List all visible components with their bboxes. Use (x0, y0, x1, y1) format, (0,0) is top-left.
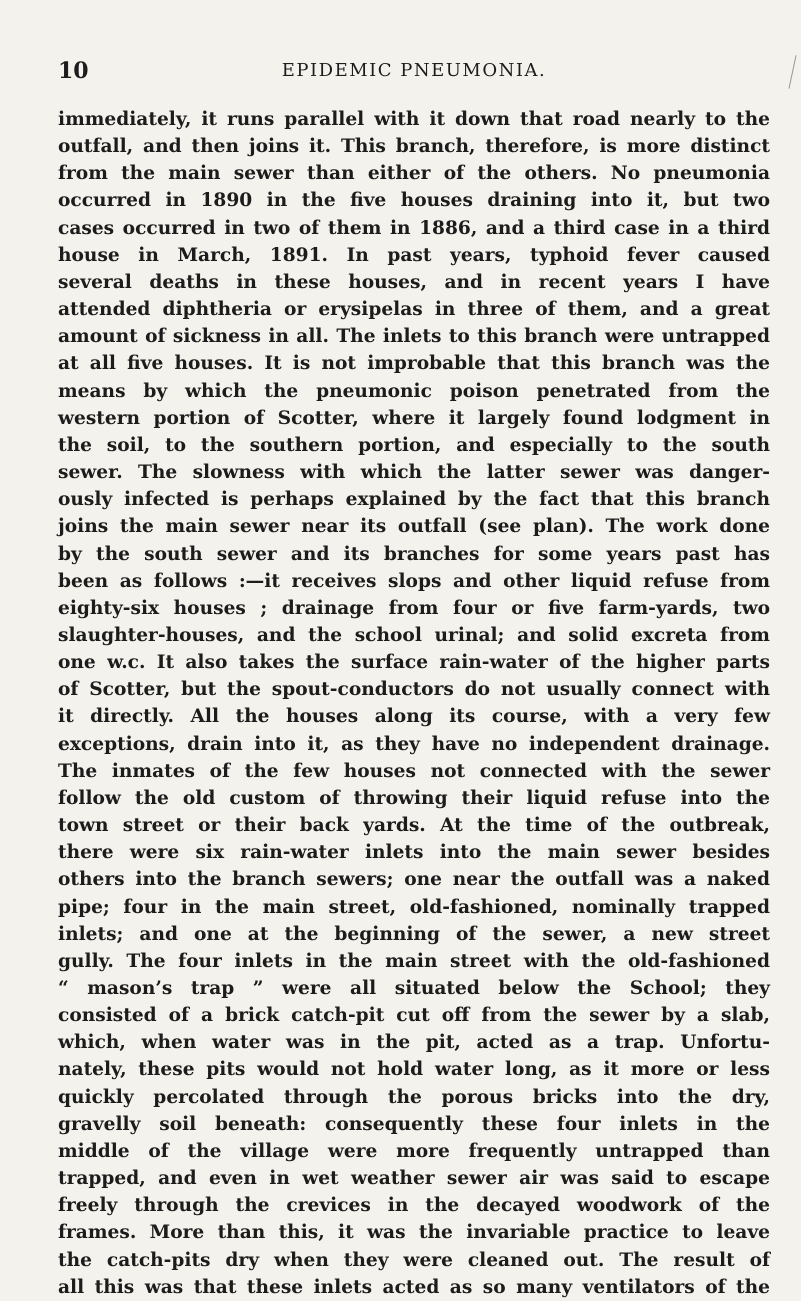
text-line: outfall, and then joins it. This branch, therefore, is more distinct (58, 136, 770, 158)
text-line: by the south sewer and its branches for some years past has (58, 543, 770, 565)
text-line: nately, these pits would not hold water long, as it more or less (58, 1059, 770, 1081)
text-line: it directly. All the houses along its course, with a very few (58, 706, 770, 728)
text-line: the catch-pits dry when they were cleaned out. The result of (58, 1249, 770, 1271)
body-paragraph (58, 106, 770, 1301)
text-line: “ mason’s trap ” were all situated below the School; they (58, 978, 770, 999)
page-edge-mark (788, 55, 796, 88)
text-line: trapped, and even in wet weather sewer air was said to escape (58, 1168, 770, 1190)
running-head: EPIDEMIC PNEUMONIA. (281, 60, 547, 81)
text-line: there were six rain-water inlets into the main sewer besides (58, 842, 770, 864)
text-line: been as follows :—it receives slops and other liquid refuse from (58, 570, 770, 592)
text-line: slaughter-houses, and the school urinal; and solid excreta from (58, 624, 770, 646)
text-line: exceptions, drain into it, as they have no independent drainage. (58, 733, 770, 755)
text-line: all this was that these inlets acted as so many ventilators of the (58, 1276, 770, 1298)
text-line: at all five houses. It is not improbable that this branch was the (58, 353, 770, 375)
text-line: amount of sickness in all. The inlets to this branch were untrapped (58, 326, 770, 348)
page-number: 10 (58, 58, 89, 84)
text-line: cases occurred in two of them in 1886, and a third case in a third (58, 217, 770, 239)
text-line: eighty-six houses ; drainage from four or five farm-yards, two (58, 597, 770, 619)
text-line: house in March, 1891. In past years, typhoid fever caused (58, 244, 770, 266)
text-line: from the main sewer than either of the others. No pneumonia (58, 163, 770, 185)
text-line: immediately, it runs parallel with it down that road nearly to the (58, 109, 770, 130)
page-header (58, 58, 770, 88)
text-line: occurred in 1890 in the five houses draining into it, but two (58, 190, 770, 212)
text-line: others into the branch sewers; one near the outfall was a naked (58, 869, 770, 891)
text-line: several deaths in these houses, and in recent years I have (58, 271, 770, 293)
text-line: sewer. The slowness with which the latter sewer was danger- (58, 462, 770, 484)
text-line: western portion of Scotter, where it largely found lodgment in (58, 407, 770, 429)
text-line: middle of the village were more frequently untrapped than (58, 1140, 770, 1162)
text-line: which, when water was in the pit, acted as a trap. Unfortu- (58, 1032, 770, 1054)
text-line: consisted of a brick catch-pit cut off from the sewer by a slab, (58, 1005, 770, 1027)
text-line: one w.c. It also takes the surface rain-water of the higher parts (58, 652, 770, 674)
text-line: the soil, to the southern portion, and especially to the south (58, 434, 770, 456)
text-line: gully. The four inlets in the main street with the old-fashioned (58, 950, 770, 972)
text-line: inlets; and one at the beginning of the sewer, a new street (58, 923, 770, 945)
text-line: freely through the crevices in the decayed woodwork of the (58, 1195, 770, 1217)
text-line: attended diphtheria or erysipelas in three of them, and a great (58, 299, 770, 321)
text-line: ously infected is perhaps explained by the fact that this branch (58, 489, 770, 511)
text-line: of Scotter, but the spout-conductors do not usually connect with (58, 679, 770, 701)
text-line: quickly percolated through the porous bricks into the dry, (58, 1086, 770, 1108)
text-line: gravelly soil beneath: consequently these four inlets in the (58, 1113, 770, 1135)
text-line: joins the main sewer near its outfall (see plan). The work done (58, 516, 770, 538)
text-line: frames. More than this, it was the invariable practice to leave (58, 1222, 770, 1244)
text-line: The inmates of the few houses not connected with the sewer (58, 760, 770, 782)
text-line: follow the old custom of throwing their liquid refuse into the (58, 787, 770, 809)
text-line: pipe; four in the main street, old-fashioned, nominally trapped (58, 896, 770, 918)
text-line: town street or their back yards. At the time of the outbreak, (58, 815, 770, 837)
text-line: means by which the pneumonic poison penetrated from the (58, 380, 770, 402)
